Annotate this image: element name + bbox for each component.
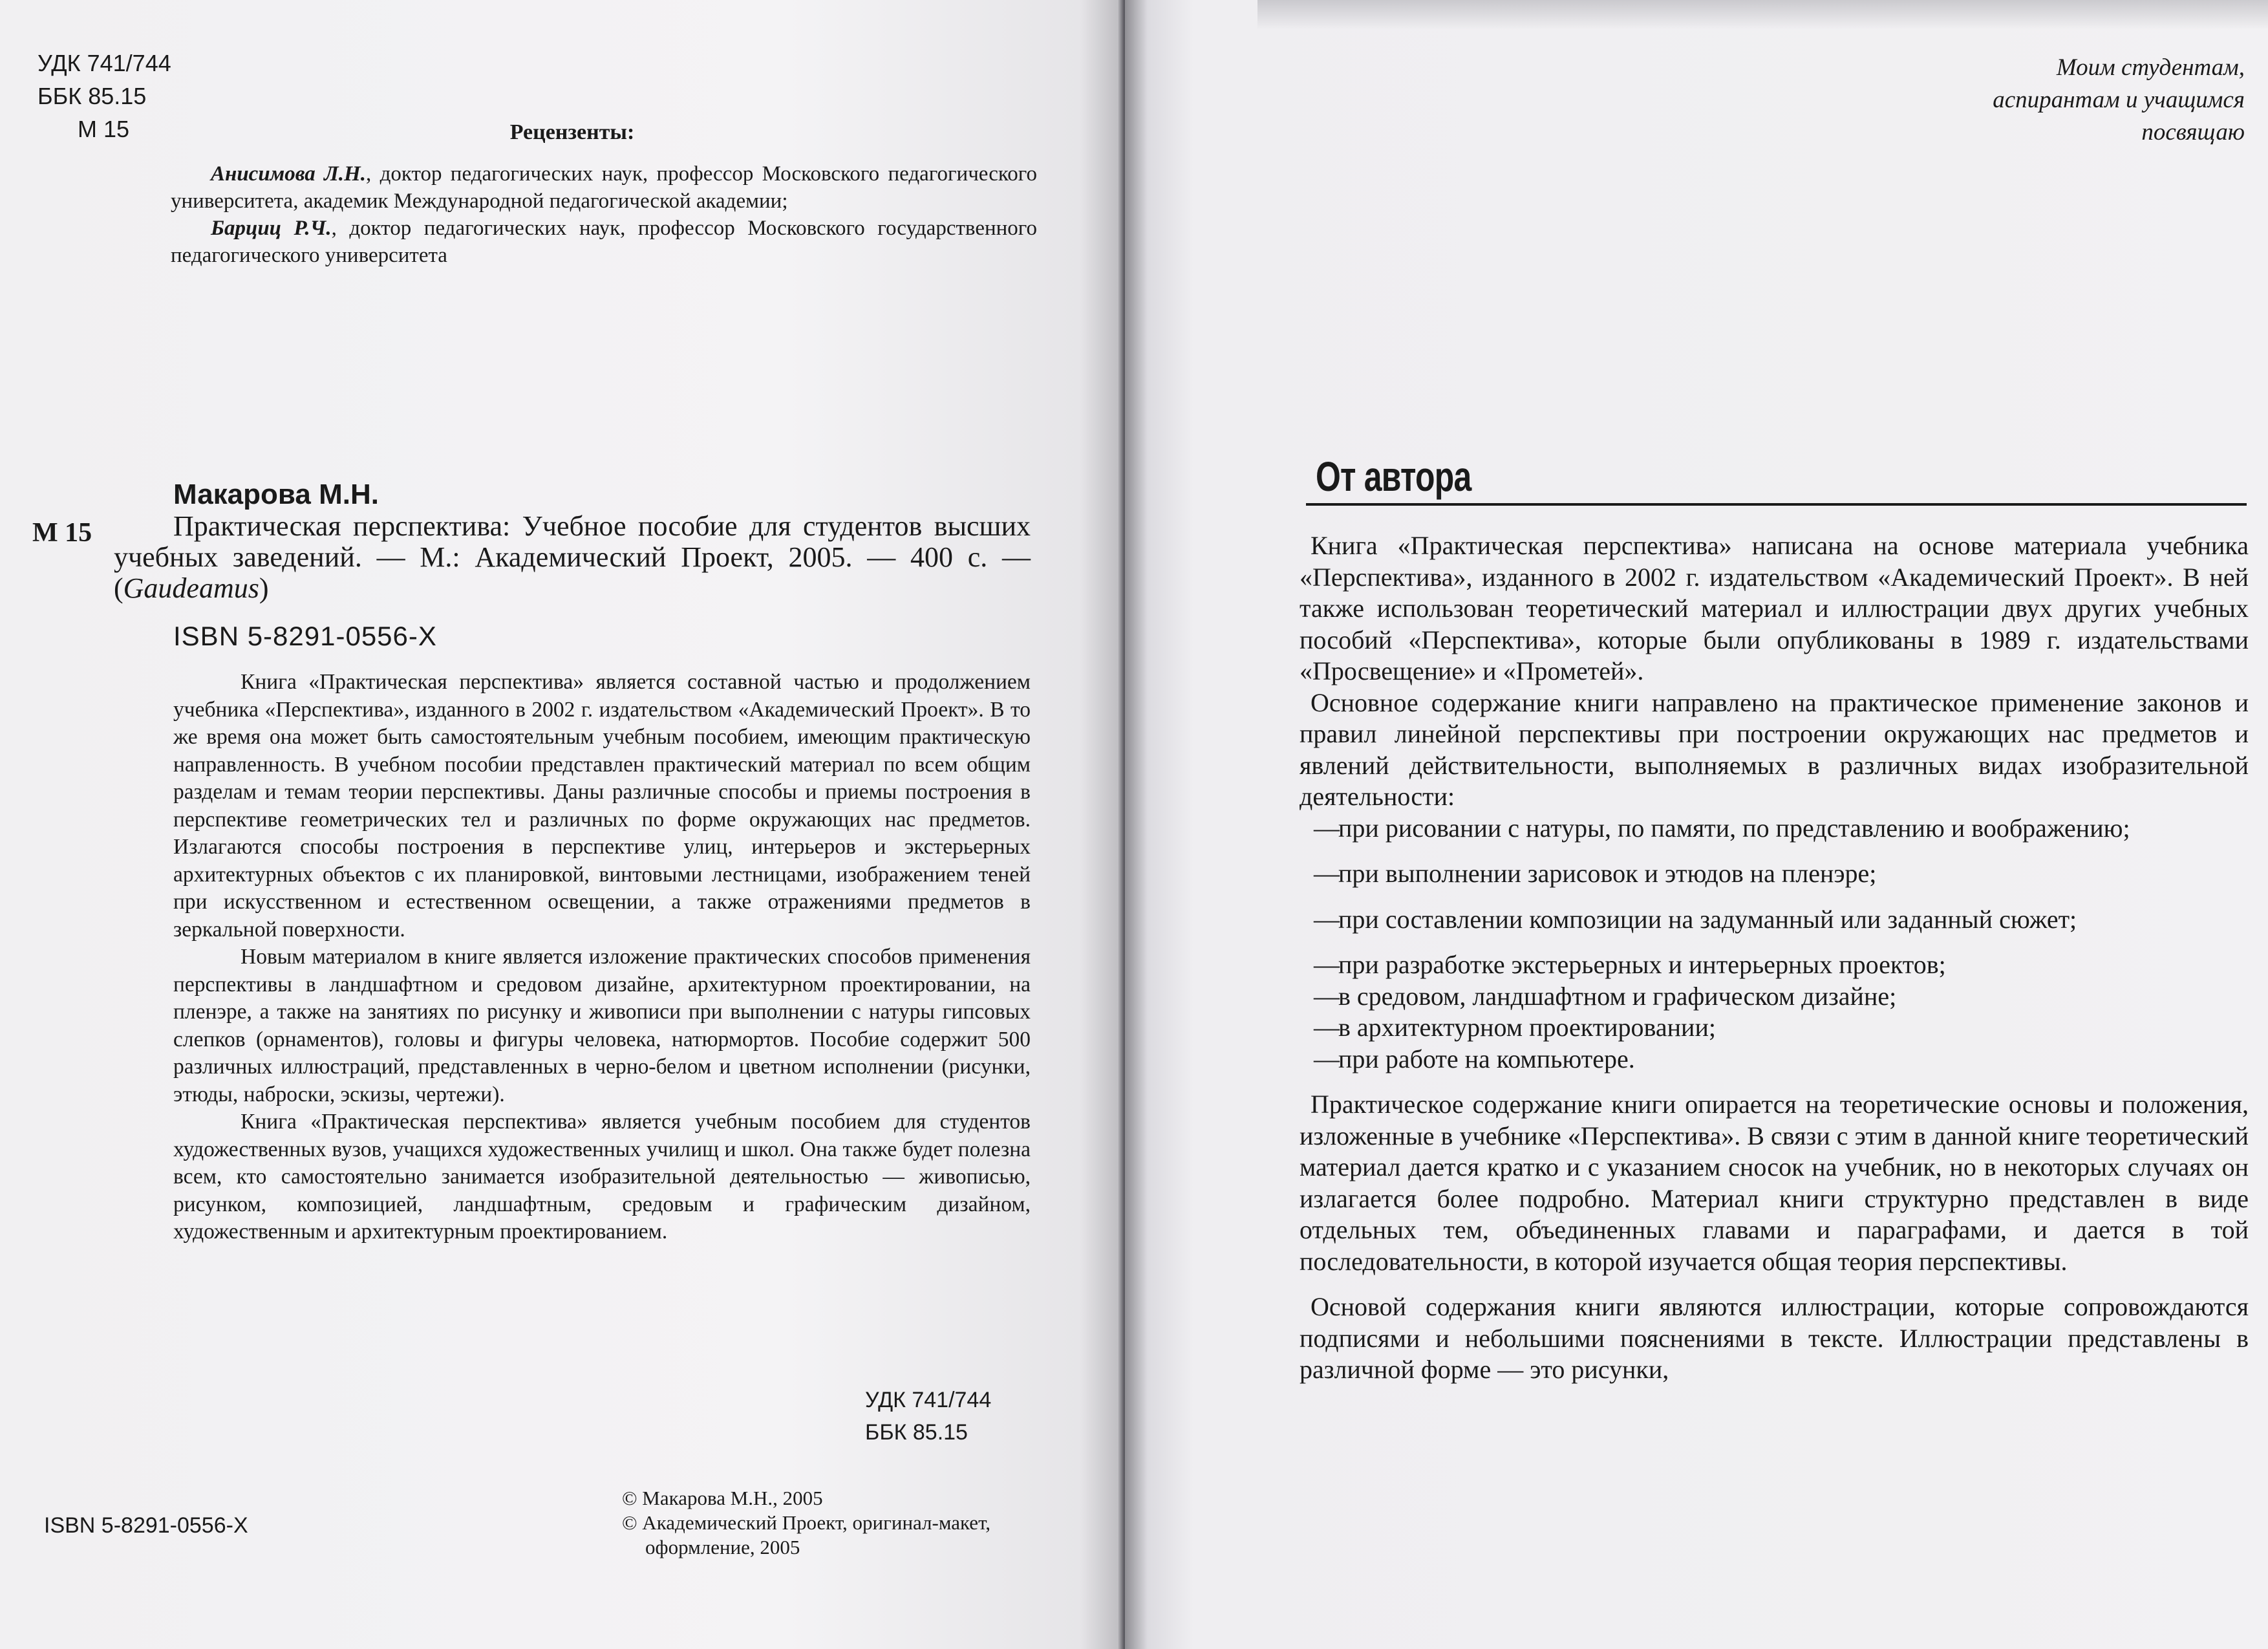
- list-item: [1300, 813, 2249, 845]
- list-item: [1300, 1012, 2249, 1044]
- list-item-text: при работе на компьютере.: [1338, 1044, 1635, 1073]
- dedication: [1993, 52, 2245, 149]
- author-mark: М 15: [78, 116, 130, 142]
- annotation-paragraph: Новым материалом в книге является изложение практических способов применения перспективы в ландшафтном и средовом дизайне, архитектурном проектировании, на пленэре, а также на занятиях по рисунку и живописи при выполнении с натуры гипсовых слепков (орнаментов), головы и фигуры человека, натюрмортов. Пособие содержит 500 различных иллюстраций, представленных в черно-белом и цветном исполнении (рисунки, этюды, наброски, эскизы, чертежи).: [173, 945, 1031, 1106]
- list-gap: [1300, 935, 2249, 949]
- left-page: [0, 0, 1125, 1649]
- dash-bullet: —: [1314, 981, 1340, 1011]
- list-item-text: при разработке экстерьерных и интерьерных проектов;: [1338, 950, 1946, 979]
- list-item-text: при выполнении зарисовок и этюдов на пленэре;: [1338, 859, 1877, 888]
- preface-paragraph: Практическое содержание книги опирается на теоретические основы и положения, изложенные в учебнике «Перспектива». В связи с этим в данной книге теоретический материал дается кратко и с указанием сносок на учебник, но в некоторых случаях он излагается более подробно. Материал книги структурно представлен в виде отдельных тем, объединенных главами и параграфами, и дается в той последовательности, в которой изучается общая теория перспективы.: [1300, 1090, 2249, 1276]
- reviewer-name: Анисимова Л.Н.: [211, 162, 366, 186]
- annotation-paragraph: Книга «Практическая перспектива» является учебным пособием для студентов художественных вузов, учащихся художественных училищ и школ. Она также будет полезна всем, кто самостоятельно занимается изобразительной деятельностью — живописью, рисунком, композицией, ландшафтным, средовым и графическим дизайном, художественным и архитектурным проектированием.: [173, 1110, 1031, 1244]
- list-item-text: при составлении композиции на задуманный или заданный сюжет;: [1338, 904, 2077, 934]
- preface-body: [1300, 530, 2249, 1386]
- title-rule: [1306, 503, 2247, 506]
- list-item: [1300, 981, 2249, 1013]
- bib-close: ): [259, 572, 269, 604]
- list-item: [1300, 1044, 2249, 1075]
- list-item-text: в средовом, ландшафтном и графическом дизайне;: [1338, 981, 1897, 1011]
- annotation: [173, 669, 1031, 1246]
- isbn: ISBN 5-8291-0556-X: [173, 621, 437, 651]
- list-item: [1300, 949, 2249, 981]
- reviewers-title: Рецензенты:: [509, 120, 635, 144]
- bib-series: Gaudeamus: [123, 572, 259, 604]
- bbk-code: ББК 85.15: [37, 83, 147, 109]
- annotation-paragraph: Книга «Практическая перспектива» является составной частью и продолжением учебника «Перспектива», изданного в 2002 г. издательством «Академический Проект». В то же время она может быть самостоятельным учебным пособием, имеющим практическую направленность. В учебном пособии представлен практический материал по всем общим разделам и темам теории перспективы. Даны различные способы и приемы построения в перспективе геометрических тел и различных по форме окружающих нас предметов. Излагаются способы построения в перспективе улиц, интерьеров и экстерьерных архитектурных объектов с их планировкой, винтовыми лестницами, изображением теней при искусственном и естественном освещении, а также отражениями предметов в зеркальной поверхности.: [173, 670, 1031, 942]
- list-item: [1300, 904, 2249, 936]
- udk-code-bottom: УДК 741/744: [865, 1388, 992, 1412]
- reviewer-desc: , доктор педагогических наук, профессор Московского государственного педагогического университета: [171, 217, 1037, 267]
- page-edge-shadow: [1257, 0, 2268, 30]
- udk-bottom-block: [865, 1384, 991, 1449]
- reviewer-name: Барциц Р.Ч.: [211, 217, 332, 240]
- bib-text: Практическая перспектива: Учебное пособие для студентов высших учебных заведений. — М.: Академический Проект, 2005. — 400 с. — (: [114, 510, 1031, 604]
- list-gap: [1300, 844, 2249, 858]
- reviewer-entry: [171, 160, 1037, 215]
- dash-bullet: —: [1314, 950, 1340, 979]
- list-item-text: при рисовании с натуры, по памяти, по представлению и воображению;: [1338, 813, 2130, 843]
- copyright-line: © Академический Проект, оригинал-макет, оформление, 2005: [622, 1511, 991, 1558]
- reviewers-list: [171, 160, 1037, 269]
- dedication-line: Моим студентам,: [2056, 54, 2245, 81]
- list-gap: [1300, 1075, 2249, 1089]
- dedication-line: аспирантам и учащимся: [1993, 87, 2245, 113]
- dedication-line: посвящаю: [2141, 119, 2245, 146]
- bbk-code-bottom: ББК 85.15: [865, 1420, 968, 1445]
- reviewer-entry: [171, 215, 1037, 269]
- bibliographic-record: [114, 511, 1031, 604]
- dash-bullet: —: [1314, 859, 1340, 888]
- dash-bullet: —: [1314, 1044, 1340, 1073]
- list-item-text: в архитектурном проектировании;: [1338, 1013, 1716, 1042]
- preface-paragraph: Основное содержание книги направлено на практическое применение законов и правил линейной перспективы при построении окружающих нас предметов и явлений действительности, выполняемых в различных видах изобразительной деятельности:: [1300, 687, 2249, 811]
- copyright-block: [622, 1486, 1036, 1560]
- list-item: [1300, 858, 2249, 890]
- reviewer-desc: , доктор педагогических наук, профессор Московского педагогического университета, академик Международной педагогической академии;: [171, 162, 1037, 213]
- preface-paragraph: Книга «Практическая перспектива» написана на основе материала учебника «Перспектива», изданного в 2002 г. издательством «Академический Проект». В ней также использован теоретический материал и иллюстрации двух других учебных пособий «Перспектива», которые были опубликованы в 1989 г. издательствами «Просвещение» и «Прометей».: [1300, 531, 2249, 685]
- dash-bullet: —: [1314, 813, 1340, 843]
- dash-bullet: —: [1314, 1013, 1340, 1042]
- dash-bullet: —: [1314, 904, 1340, 934]
- list-gap: [1300, 890, 2249, 904]
- section-title: От автора: [1316, 453, 1471, 500]
- author-name: Макарова М.Н.: [173, 479, 379, 510]
- catalog-index: М 15: [32, 518, 92, 548]
- copyright-line: © Макарова М.Н., 2005: [622, 1487, 823, 1509]
- udk-code: УДК 741/744: [37, 50, 171, 76]
- paragraph-gap: [1300, 1277, 2249, 1291]
- isbn-bottom: ISBN 5-8291-0556-X: [44, 1513, 248, 1538]
- preface-paragraph: Основой содержания книги являются иллюстрации, которые сопровождаются подписями и небольшими пояснениями в тексте. Иллюстрации представлены в различной форме — это рисунки,: [1300, 1292, 2249, 1384]
